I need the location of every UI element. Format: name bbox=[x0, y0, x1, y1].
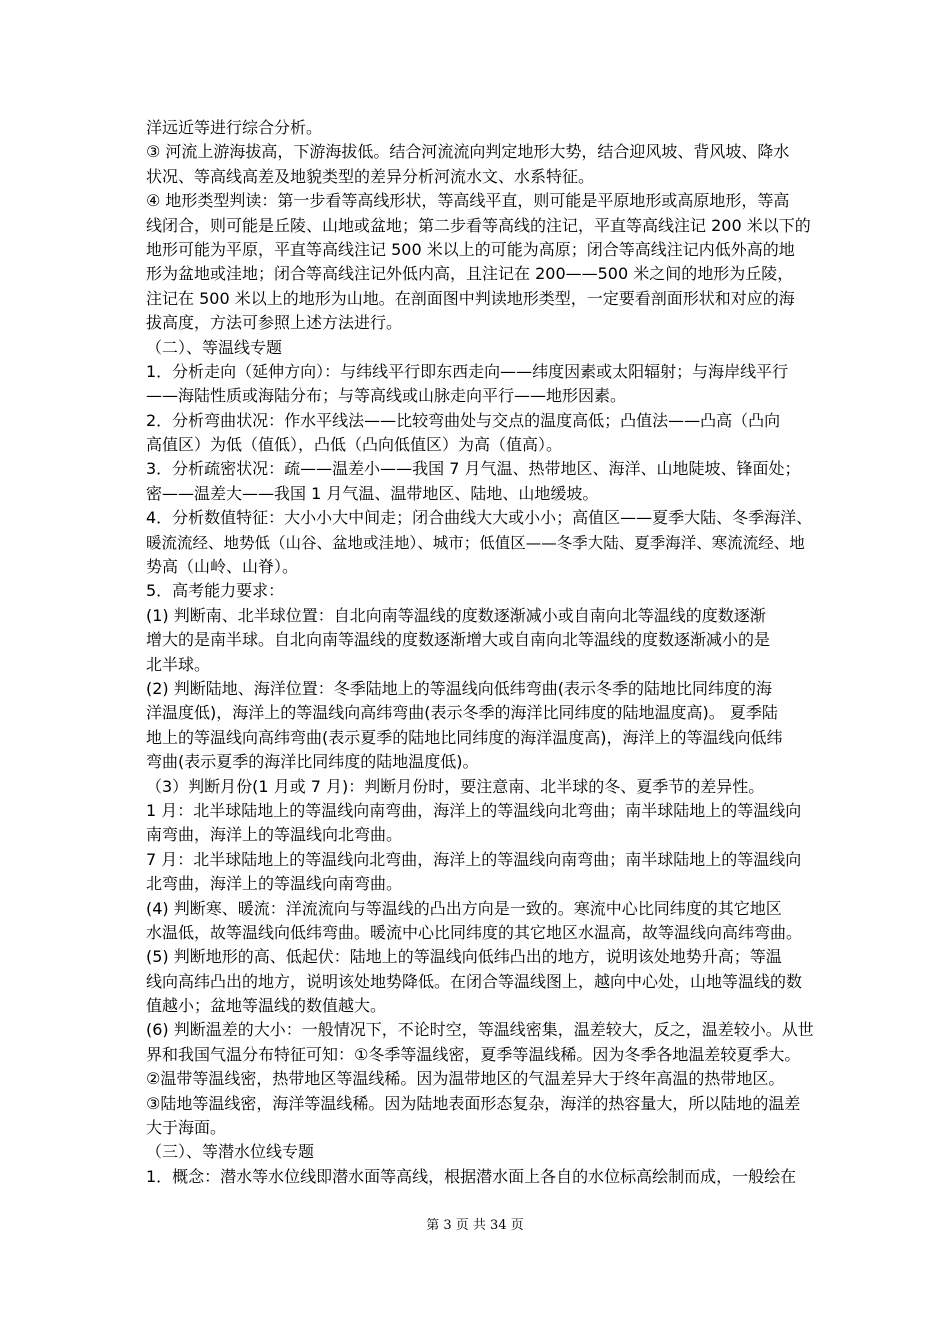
text-line: （3）判断月份(1 月或 7 月)：判断月份时，要注意南、北半球的冬、夏季节的差异性。 bbox=[146, 776, 765, 796]
text-line: 暖流流经、地势低（山谷、盆地或洼地）、城市；低值区——冬季大陆、夏季海洋、寒流流经、地 bbox=[146, 533, 805, 552]
text-line: 洋远近等进行综合分析。 bbox=[146, 118, 323, 137]
text-line: 洋温度低)，海洋上的等温线向高纬弯曲(表示冬季的海洋比同纬度的陆地温度高)。 夏季陆 bbox=[146, 703, 778, 723]
text-line: 大于海面。 bbox=[146, 1118, 227, 1138]
text-line: 界和我国气温分布特征可知：①冬季等温线密，夏季等温线稀。因为冬季各地温差较夏季大。 bbox=[146, 1044, 801, 1064]
text-line: （三）、等潜水位线专题 bbox=[146, 1142, 315, 1162]
text-line: (6) 判断温差的大小：一般情况下，不论时空，等温线密集，温差较大，反之，温差较小。从世 bbox=[146, 1020, 814, 1040]
text-line: ——海陆性质或海陆分布；与等高线或山脉走向平行——地形因素。 bbox=[146, 386, 627, 406]
text-line: 1 月：北半球陆地上的等温线向南弯曲，海洋上的等温线向北弯曲；南半球陆地上的等温线向 bbox=[146, 800, 802, 820]
body-text bbox=[146, 116, 814, 1189]
text-line: 弯曲(表示夏季的海洋比同纬度的陆地温度低)。 bbox=[146, 752, 479, 772]
text-line: ②温带等温线密，热带地区等温线稀。因为温带地区的气温差异大于终年高温的热带地区。 bbox=[146, 1069, 785, 1089]
text-line: ③ 河流上游海拔高，下游海拔低。结合河流流向判定地形大势，结合迎风坡、背风坡、降水 bbox=[146, 142, 790, 162]
page-footer: 第 3 页 共 34 页 bbox=[426, 1218, 524, 1233]
text-line: (4) 判断寒、暖流：洋流流向与等温线的凸出方向是一致的。寒流中心比同纬度的其它地区 bbox=[146, 898, 782, 918]
text-line: ④ 地形类型判读：第一步看等高线形状，等高线平直，则可能是平原地形或高原地形，等高 bbox=[146, 191, 790, 211]
text-line: 注记在 500 米以上的地形为山地。在剖面图中判读地形类型，一定要看剖面形状和对应的海 bbox=[146, 288, 795, 308]
text-line: 高值区）为低（值低），凸低（凸向低值区）为高（值高）。 bbox=[146, 435, 563, 455]
text-line: 线闭合，则可能是丘陵、山地或盆地；第二步看等高线的注记，平直等高线注记 200 米以下的 bbox=[146, 215, 811, 235]
text-line: (1) 判断南、北半球位置：自北向南等温线的度数逐渐减小或自南向北等温线的度数逐渐 bbox=[146, 605, 766, 625]
text-line: 7 月：北半球陆地上的等温线向北弯曲，海洋上的等温线向南弯曲；南半球陆地上的等温线向 bbox=[146, 849, 802, 869]
text-line: 北半球。 bbox=[146, 654, 211, 674]
text-line: 北弯曲，海洋上的等温线向南弯曲。 bbox=[146, 874, 403, 894]
text-line: 1．概念：潜水等水位线即潜水面等高线，根据潜水面上各自的水位标高绘制而成，一般绘在 bbox=[146, 1166, 797, 1186]
text-line: 4．分析数值特征：大小小大中间走；闭合曲线大大或小小；高值区——夏季大陆、冬季海洋、 bbox=[146, 508, 813, 528]
text-line: 3．分析疏密状况：疏——温差小——我国 7 月气温、热带地区、海洋、山地陡坡、锋面处； bbox=[146, 459, 801, 479]
text-line: 地形可能为平原，平直等高线注记 500 米以上的可能为高原；闭合等高线注记内低外高的地 bbox=[146, 239, 795, 259]
text-line: 南弯曲，海洋上的等温线向北弯曲。 bbox=[146, 825, 403, 845]
text-line: (5) 判断地形的高、低起伏：陆地上的等温线向低纬凸出的地方，说明该处地势升高；等温 bbox=[146, 947, 782, 967]
text-line: 地上的等温线向高纬弯曲(表示夏季的陆地比同纬度的海洋温度高)，海洋上的等温线向低纬 bbox=[146, 727, 783, 747]
text-line: 2．分析弯曲状况：作水平线法——比较弯曲处与交点的温度高低；凸值法——凸高（凸向 bbox=[146, 410, 781, 430]
text-line: 值越小；盆地等温线的数值越大。 bbox=[146, 996, 387, 1016]
text-line: 增大的是南半球。自北向南等温线的度数逐渐增大或自南向北等温线的度数逐渐减小的是 bbox=[146, 630, 771, 650]
text-line: 线向高纬凸出的地方，说明该处地势降低。在闭合等温线图上，越向中心处，山地等温线的数 bbox=[146, 971, 803, 991]
text-line: （二）、等温线专题 bbox=[146, 337, 283, 357]
text-line: (2) 判断陆地、海洋位置：冬季陆地上的等温线向低纬弯曲(表示冬季的陆地比同纬度的海 bbox=[146, 678, 772, 698]
text-line: ③陆地等温线密，海洋等温线稀。因为陆地表面形态复杂，海洋的热容量大，所以陆地的温差 bbox=[146, 1093, 801, 1113]
text-line: 拔高度，方法可参照上述方法进行。 bbox=[146, 313, 403, 333]
text-line: 水温低，故等温线向低纬弯曲。暖流中心比同纬度的其它地区水温高，故等温线向高纬弯曲。 bbox=[146, 922, 803, 942]
text-line: 形为盆地或洼地；闭合等高线注记外低内高，且注记在 200——500 米之间的地形为丘陵， bbox=[146, 264, 794, 284]
text-line: 状况、等高线高差及地貌类型的差异分析河流水文、水系特征。 bbox=[146, 166, 595, 186]
text-line: 5．高考能力要求： bbox=[146, 581, 285, 601]
text-line: 密——温差大——我国 1 月气温、温带地区、陆地、山地缓坡。 bbox=[146, 483, 599, 503]
text-line: 1．分析走向（延伸方向）：与纬线平行即东西走向——纬度因素或太阳辐射；与海岸线平行 bbox=[146, 361, 789, 381]
text-line: 势高（山岭、山脊）。 bbox=[146, 557, 299, 577]
